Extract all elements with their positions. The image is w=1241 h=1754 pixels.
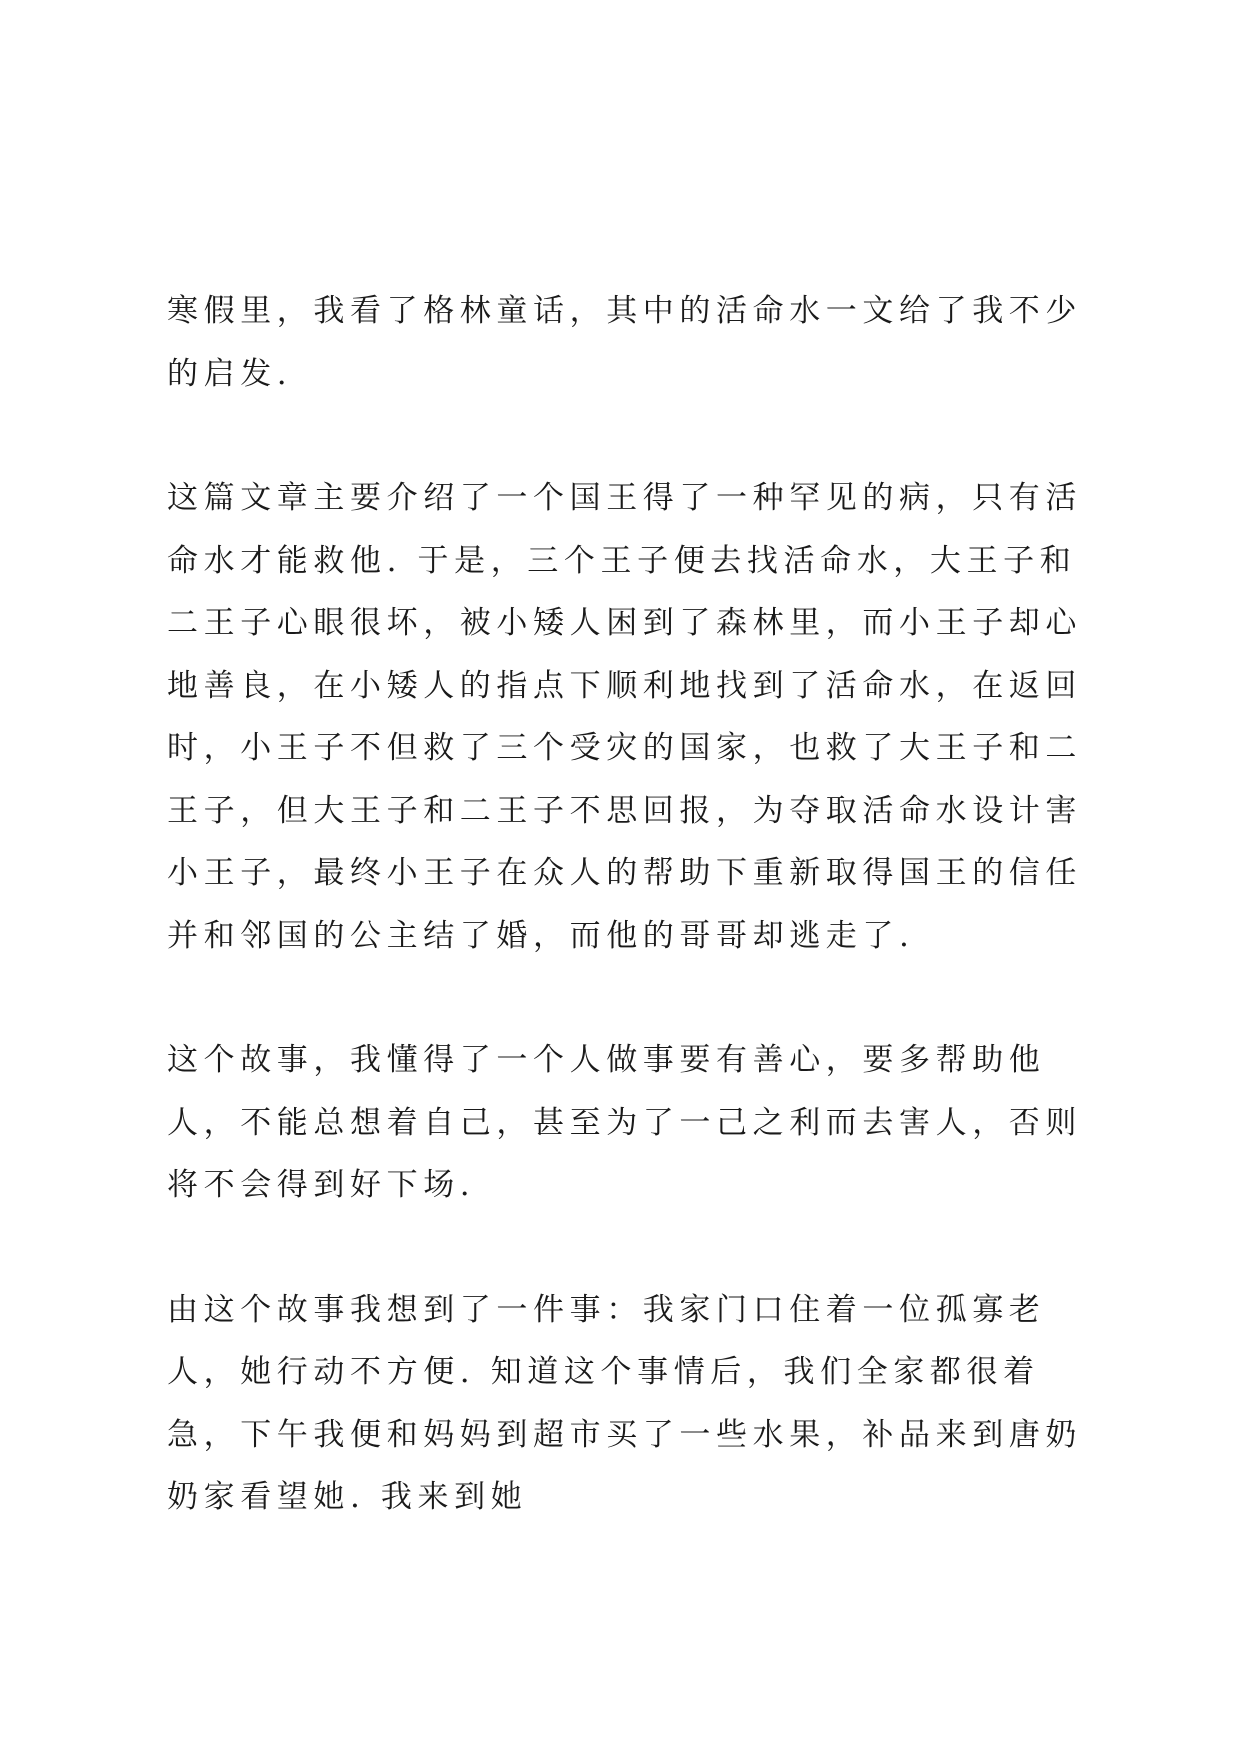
- paragraph-2: 这篇文章主要介绍了一个国王得了一种罕见的病，只有活命水才能救他. 于是，三个王子便去找活命水，大王子和二王子心眼很坏，被小矮人困到了森林里，而小王子却心地善良，在小矮人的指点下顺利地找到了活命水，在返回时，小王子不但救了三个受灾的国家，也救了大王子和二王子，但大王子和二王子不思回报，为夺取活命水设计害小王子，最终小王子在众人的帮助下重新取得国王的信任并和邻国的公主结了婚，而他的哥哥却逃走了.: [167, 480, 1082, 954]
- paragraph-spacer: [167, 967, 1095, 1029]
- paragraph-spacer: [167, 405, 1095, 467]
- document-body: [167, 280, 1095, 1529]
- paragraph-1: 寒假里，我看了格林童话，其中的活命水一文给了我不少的启发.: [167, 293, 1082, 392]
- paragraph-spacer: [167, 1217, 1095, 1279]
- paragraph-3: 这个故事，我懂得了一个人做事要有善心，要多帮助他人，不能总想着自己，甚至为了一己之利而去害人，否则将不会得到好下场.: [167, 1042, 1082, 1203]
- paragraph-4: 由这个故事我想到了一件事：我家门口住着一位孤寡老人，她行动不方便. 知道这个事情后，我们全家都很着急，下午我便和妈妈到超市买了一些水果，补品来到唐奶奶家看望她. 我来到她: [167, 1291, 1082, 1515]
